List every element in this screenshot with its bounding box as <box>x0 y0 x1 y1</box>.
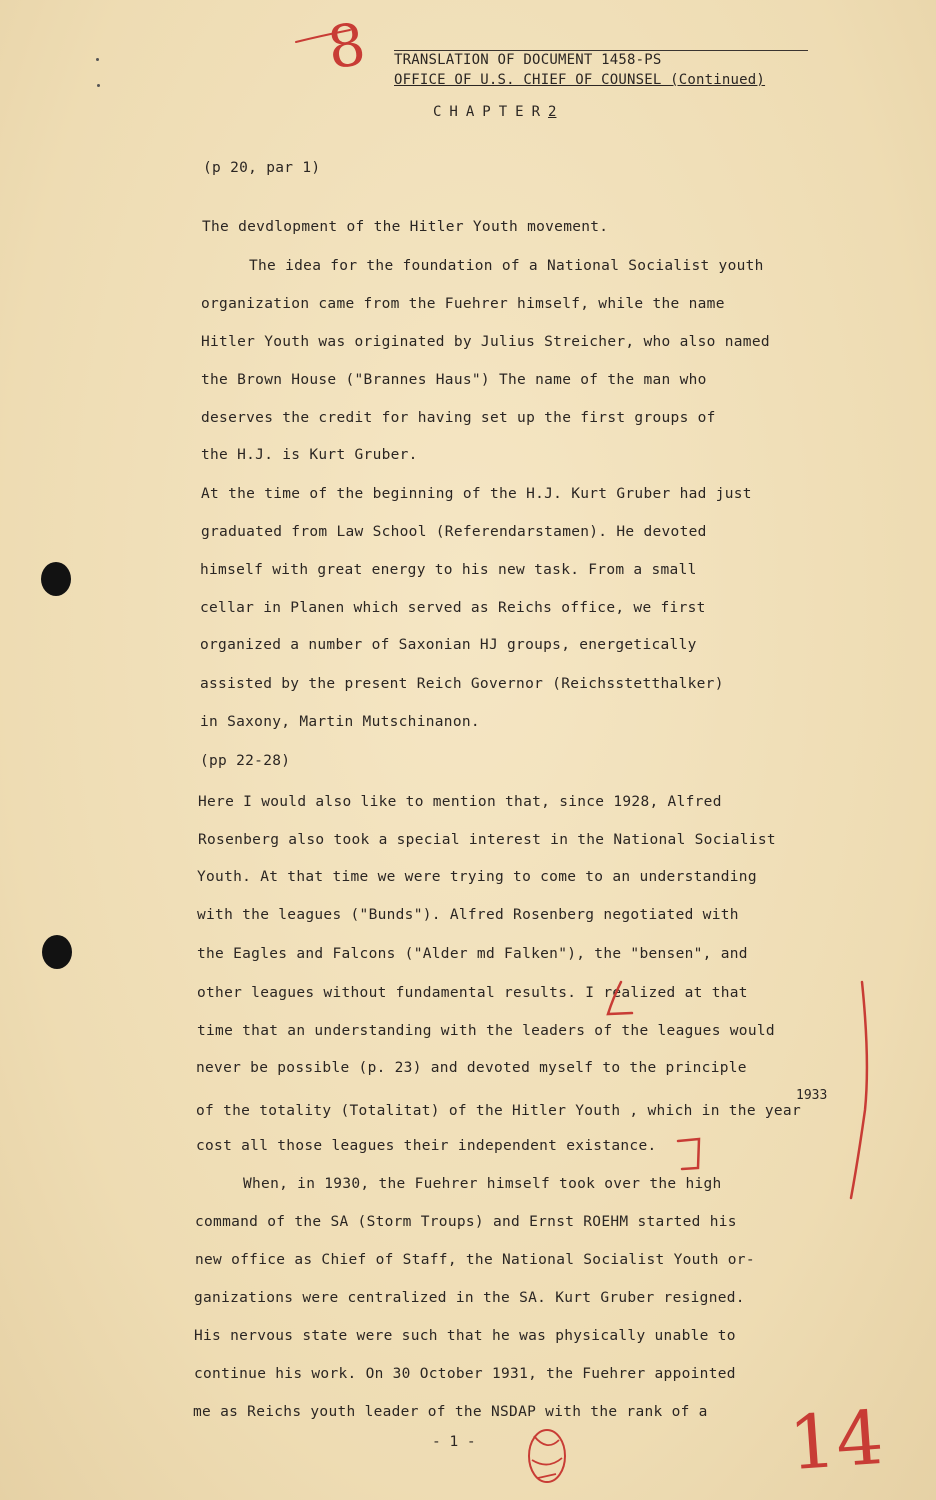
body-line: ganizations were centralized in the SA. Kurt Gruber resigned. <box>194 1290 745 1306</box>
body-line: the H.J. is Kurt Gruber. <box>201 447 418 463</box>
bracket-close-mark <box>678 1139 699 1169</box>
body-line: (p 20, par 1) <box>203 160 321 176</box>
body-line: (pp 22-28) <box>200 753 291 769</box>
body-line: other leagues without fundamental results. I realized at that <box>197 985 748 1001</box>
header-line-2: OFFICE OF U.S. CHIEF OF COUNSEL (Continued) <box>394 72 766 88</box>
body-line: the Eagles and Falcons ("Alder md Falken"), the "bensen", and <box>197 946 748 962</box>
body-line: in Saxony, Martin Mutschinanon. <box>200 714 480 730</box>
red-stamp-mark <box>529 1430 565 1482</box>
body-line: me as Reichs youth leader of the NSDAP with the rank of a <box>193 1404 708 1420</box>
body-line: of the totality (Totalitat) of the Hitler Youth , which in the year <box>196 1103 801 1119</box>
body-line: His nervous state were such that he was physically unable to <box>194 1328 736 1344</box>
handwritten-top-number: 8 <box>323 9 370 83</box>
chapter-number: 2 <box>548 104 557 120</box>
punch-hole-lower <box>42 935 72 969</box>
body-line: When, in 1930, the Fuehrer himself took over the high <box>243 1176 722 1192</box>
body-line: At the time of the beginning of the H.J. Kurt Gruber had just <box>201 486 752 502</box>
body-line: cost all those leagues their independent existance. <box>196 1138 657 1154</box>
body-line: never be possible (p. 23) and devoted myself to the principle <box>196 1060 747 1076</box>
body-line: himself with great energy to his new task. From a small <box>200 562 697 578</box>
body-line: cellar in Planen which served as Reichs office, we first <box>200 600 706 616</box>
body-line: graduated from Law School (Referendarstamen). He devoted <box>201 524 707 540</box>
body-line: organized a number of Saxonian HJ groups, energetically <box>200 637 697 653</box>
body-line: Hitler Youth was originated by Julius Streicher, who also named <box>201 334 770 350</box>
chapter-label: CHAPTER <box>433 104 549 120</box>
body-line: Youth. At that time we were trying to come to an understanding <box>197 869 757 885</box>
body-line: continue his work. On 30 October 1931, the Fuehrer appointed <box>194 1366 736 1382</box>
body-line: The devdlopment of the Hitler Youth movement. <box>202 219 609 235</box>
punch-hole-upper <box>41 562 71 596</box>
body-line: deserves the credit for having set up the first groups of <box>201 410 716 426</box>
body-line: with the leagues ("Bunds"). Alfred Rosenberg negotiated with <box>197 907 739 923</box>
body-line: Here I would also like to mention that, since 1928, Alfred <box>198 794 722 810</box>
body-line: organization came from the Fuehrer himself, while the name <box>201 296 725 312</box>
chapter-heading <box>433 104 556 120</box>
speck <box>97 84 100 87</box>
body-line: assisted by the present Reich Governor (Reichsstetthalker) <box>200 676 724 692</box>
header-line-1: TRANSLATION OF DOCUMENT 1458-PS <box>394 52 662 68</box>
body-line: new office as Chief of Staff, the National Socialist Youth or- <box>195 1252 755 1268</box>
body-line: Rosenberg also took a special interest in the National Socialist <box>198 832 776 848</box>
body-line: the Brown House ("Brannes Haus") The name of the man who <box>201 372 707 388</box>
margin-bracket-line <box>851 982 867 1198</box>
handwritten-corner-number: 14 <box>786 1394 887 1488</box>
body-line: command of the SA (Storm Troups) and Ernst ROEHM started his <box>195 1214 737 1230</box>
body-line: The idea for the foundation of a National Socialist youth <box>249 258 764 274</box>
interlinear-insert: 1933 <box>796 1088 828 1103</box>
body-line: time that an understanding with the leaders of the leagues would <box>197 1023 775 1039</box>
page-number: - 1 - <box>432 1434 476 1450</box>
header-rule <box>394 50 808 51</box>
speck <box>96 58 99 61</box>
